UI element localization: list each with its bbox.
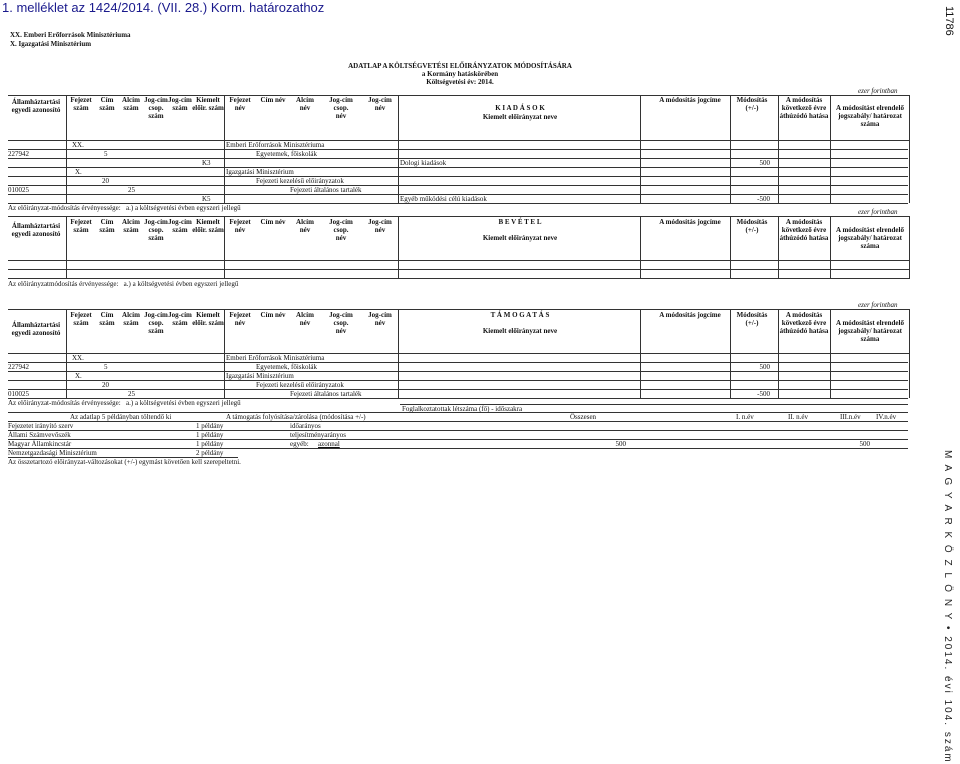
col-header-kiemelt-nev: Kiemelt előirányzat neve xyxy=(482,327,558,335)
tamogatas-note: A támogatás folyósítása/zárolása (módosítása +/-) xyxy=(226,413,366,421)
tamogatas-row-value: 500 xyxy=(759,363,770,371)
kiadas-row-value: 500 xyxy=(759,159,770,167)
side-publication-label: M A G Y A R K Ö Z L Ö N Y • 2014. évi 104. szám xyxy=(942,450,953,764)
period-header: IV.n.év xyxy=(876,413,897,421)
tamogatas-row-code1: 010025 xyxy=(8,390,29,398)
col-header-kiemelt-nev: Kiemelt előirányzat neve xyxy=(482,113,558,121)
timing-label: időarányos xyxy=(290,422,321,430)
col-header-jogcim-csop-nev: Jog-cím csop. név xyxy=(329,218,353,242)
unit-label-1: ezer forintban xyxy=(858,87,898,95)
recipient-name: Fejezetet irányító szerv xyxy=(8,422,74,430)
col-header-alcim-nev: Alcím név xyxy=(296,311,314,327)
tamogatas-row-code2: 5 xyxy=(104,363,108,371)
kiadas-row-code1: 010025 xyxy=(8,186,29,194)
col-header-jogcim-nev: Jog-cím név xyxy=(368,218,392,234)
period-header: II. n.év xyxy=(788,413,809,421)
timing-label: teljesítményarányos xyxy=(290,431,346,439)
col-header-fejezet-nev: Fejezet név xyxy=(229,96,251,112)
recipient-count: 1 példány xyxy=(196,431,224,439)
period-header: Összesen xyxy=(570,413,597,421)
col-header-alcim-szam: Alcím szám xyxy=(122,96,140,112)
col-header-alcim-nev: Alcím név xyxy=(296,96,314,112)
period-header: III.n.év xyxy=(840,413,861,421)
kiadas-row-code2: 25 xyxy=(128,186,135,194)
col-header-fejezet-szam: Fejezet szám xyxy=(70,311,92,327)
section-bevetel: B E V É T E L xyxy=(498,218,542,226)
col-header-kiemelt-szam: Kiemelt előir. szám xyxy=(192,218,224,234)
col-header-cim-nev: Cím név xyxy=(260,311,286,319)
col-header-cim-szam: Cím szám xyxy=(99,218,115,234)
recipient-name: Magyar Államkincstár xyxy=(8,440,72,448)
tamogatas-row-text: Igazgatási Minisztérium xyxy=(226,372,294,380)
col-header-fejezet-nev: Fejezet név xyxy=(229,218,251,234)
col-header-jogszabaly: A módosítást elrendelő jogszabály/ határozat száma xyxy=(836,226,904,250)
col-header-alcim-szam: Alcím szám xyxy=(122,311,140,327)
adatlap-note: Az adatlap 5 példányban töltendő ki xyxy=(70,413,172,421)
kiadas-row-text: Fejezeti kezelésű előirányzatok xyxy=(256,177,344,185)
kiadas-row-text: Emberi Erőforrások Minisztériuma xyxy=(226,141,325,149)
col-header-modositas: Módosítás (+/-) xyxy=(736,218,768,234)
col-header-alcim-nev: Alcím név xyxy=(296,218,314,234)
ervenyesseg-label-1: Az előirányzat-módosítás érvényessége: a.) a költségvetési évben egyszeri jellegű xyxy=(8,204,241,212)
col-header-jogcim-nev: Jog-cím név xyxy=(368,311,392,327)
section-kiadasok: K I A D Á S O K xyxy=(495,104,545,112)
col-header-azonosito: Államháztartási egyedi azonosító xyxy=(11,222,61,238)
kiadas-row-text: Fejezeti általános tartalék xyxy=(290,186,362,194)
kiadas-row-code: 20 xyxy=(102,177,109,185)
footnote: Az összetartozó előirányzat-változásokat (+/-) egymást követően kell szerepeltetni. xyxy=(8,458,241,466)
timing-extra: azonnal xyxy=(318,440,340,448)
col-header-modositas: Módosítás (+/-) xyxy=(736,96,768,112)
kiadas-row-text: Egyetemek, főiskolák xyxy=(256,150,318,158)
recipient-count: 2 példány xyxy=(196,449,224,457)
timing-value-2: 500 xyxy=(859,440,870,448)
col-header-jogszabaly: A módosítást elrendelő jogszabály/ határozat száma xyxy=(836,319,904,343)
col-header-cim-nev: Cím név xyxy=(260,218,286,226)
col-header-fejezet-szam: Fejezet szám xyxy=(70,218,92,234)
col-header-cim-szam: Cím szám xyxy=(99,96,115,112)
col-header-fejezet-nev: Fejezet név xyxy=(229,311,251,327)
unit-label-3: ezer forintban xyxy=(858,301,898,309)
col-header-jogcim-szam: Jog-cím szám xyxy=(168,311,192,327)
page-header-title: 1. melléklet az 1424/2014. (VII. 28.) Korm. határozathoz xyxy=(2,0,325,15)
recipient-count: 1 példány xyxy=(196,440,224,448)
col-header-kiemelt-nev: Kiemelt előirányzat neve xyxy=(482,234,558,242)
kiadas-row-code2: 5 xyxy=(104,150,108,158)
col-header-jogcim-csop-nev: Jog-cím csop. név xyxy=(329,311,353,335)
kiadas-row-code: K3 xyxy=(202,159,211,167)
kiadas-row-text: Dologi kiadások xyxy=(400,159,447,167)
col-header-jogcim-szam: Jog-cím szám xyxy=(168,96,192,112)
timing-value: 500 xyxy=(615,440,626,448)
ministry-line-1: XX. Emberi Erőforrások Minisztériuma xyxy=(10,31,131,39)
foglalkoztatott-label: Foglalkoztatottak létszáma (fő) - időszakra xyxy=(402,405,523,413)
ministry-line-2: X. Igazgatási Minisztérium xyxy=(10,40,92,48)
col-header-jogcime: A módosítás jogcíme xyxy=(659,96,721,104)
doc-title-line1: ADATLAP A KÖLTSÉGVETÉSI ELŐIRÁNYZATOK MÓDOSÍTÁSÁRA xyxy=(348,62,572,70)
col-header-cim-nev: Cím név xyxy=(260,96,286,104)
kiadas-row-code: XX. xyxy=(72,141,84,149)
col-header-jogcim-csop-nev: Jog-cím csop. név xyxy=(329,96,353,120)
kiadas-row-text: Egyéb működési célú kiadások xyxy=(400,195,487,203)
doc-title-line2: a Kormány hatáskörében xyxy=(421,70,499,78)
doc-title-line3: Költségvetési év: 2014. xyxy=(426,78,494,86)
col-header-jogcim-szam: Jog-cím szám xyxy=(168,218,192,234)
kiadas-row-code: X. xyxy=(75,168,82,176)
ervenyesseg-label-3: Az előirányzat-módosítás érvényessége: a.) a költségvetési évben egyszeri jellegű xyxy=(8,399,241,407)
timing-label: egyéb: xyxy=(290,440,309,448)
col-header-modositas: Módosítás (+/-) xyxy=(736,311,768,327)
recipient-name: Nemzetgazdasági Minisztérium xyxy=(8,449,97,457)
tamogatas-row-text: Emberi Erőforrások Minisztériuma xyxy=(226,354,325,362)
tamogatas-row-code1: 227942 xyxy=(8,363,29,371)
col-header-azonosito: Államháztartási egyedi azonosító xyxy=(11,98,61,114)
tamogatas-row-text: Fejezeti általános tartalék xyxy=(290,390,362,398)
section-tamogatas: T Á M O G A T Á S xyxy=(490,311,550,319)
tamogatas-row-code2: 25 xyxy=(128,390,135,398)
kiadas-row-code1: 227942 xyxy=(8,150,29,158)
kiadas-row-text: Igazgatási Minisztérium xyxy=(226,168,294,176)
tamogatas-row-text: Fejezeti kezelésű előirányzatok xyxy=(256,381,344,389)
col-header-kovetkezo: A módosítás következő évre áthúzódó hatása xyxy=(779,311,829,335)
tamogatas-row-code: XX. xyxy=(72,354,84,362)
col-header-kovetkezo: A módosítás következő évre áthúzódó hatása xyxy=(779,96,829,120)
recipient-count: 1 példány xyxy=(196,422,224,430)
col-header-azonosito: Államháztartási egyedi azonosító xyxy=(11,321,61,337)
col-header-kiemelt-szam: Kiemelt előir. szám xyxy=(192,311,224,327)
col-header-kovetkezo: A módosítás következő évre áthúzódó hatása xyxy=(779,218,829,242)
col-header-jogcim-csop-szam: Jog-cím csop. szám xyxy=(144,218,168,242)
kiadas-row-value: -500 xyxy=(757,195,770,203)
col-header-jogszabaly: A módosítást elrendelő jogszabály/ határozat száma xyxy=(836,104,904,128)
period-header: I. n.év xyxy=(736,413,754,421)
col-header-jogcim-nev: Jog-cím név xyxy=(368,96,392,112)
ervenyesseg-label-2: Az előirányzatmódosítás érvényessége: a.) a költségvetési évben egyszeri jellegű xyxy=(8,280,239,288)
page-number: 11786 xyxy=(943,6,955,36)
col-header-cim-szam: Cím szám xyxy=(99,311,115,327)
col-header-kiemelt-szam: Kiemelt előir. szám xyxy=(192,96,224,112)
tamogatas-row-code: 20 xyxy=(102,381,109,389)
col-header-jogcime: A módosítás jogcíme xyxy=(659,311,721,319)
tamogatas-row-text: Egyetemek, főiskolák xyxy=(256,363,318,371)
recipient-name: Állami Számvevőszék xyxy=(8,431,71,439)
tamogatas-row-code: X. xyxy=(75,372,82,380)
col-header-jogcime: A módosítás jogcíme xyxy=(659,218,721,226)
kiadas-row-code: K5 xyxy=(202,195,211,203)
col-header-jogcim-csop-szam: Jog-cím csop. szám xyxy=(144,96,168,120)
col-header-jogcim-csop-szam: Jog-cím csop. szám xyxy=(144,311,168,335)
col-header-alcim-szam: Alcím szám xyxy=(122,218,140,234)
col-header-fejezet-szam: Fejezet szám xyxy=(70,96,92,112)
tamogatas-row-value: -500 xyxy=(757,390,770,398)
unit-label-2: ezer forintban xyxy=(858,208,898,216)
